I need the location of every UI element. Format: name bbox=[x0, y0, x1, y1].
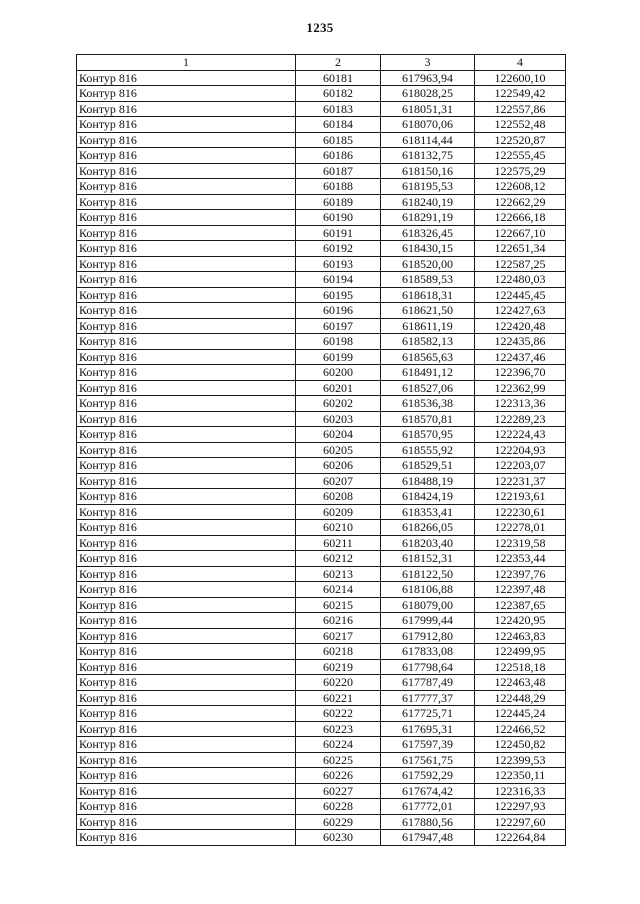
x-coordinate-cell: 618203,40 bbox=[381, 535, 475, 551]
y-coordinate-cell: 122231,37 bbox=[475, 473, 566, 489]
y-coordinate-cell: 122480,03 bbox=[475, 272, 566, 288]
table-row bbox=[77, 194, 566, 210]
x-coordinate-cell: 617561,75 bbox=[381, 752, 475, 768]
x-coordinate-cell: 618582,13 bbox=[381, 334, 475, 350]
point-number-cell: 60192 bbox=[296, 241, 381, 257]
point-number-cell: 60215 bbox=[296, 597, 381, 613]
table-row bbox=[77, 86, 566, 102]
contour-name-cell: Контур 816 bbox=[77, 86, 296, 102]
table-row bbox=[77, 132, 566, 148]
contour-name-cell: Контур 816 bbox=[77, 427, 296, 443]
y-coordinate-cell: 122297,60 bbox=[475, 814, 566, 830]
table-row bbox=[77, 737, 566, 753]
contour-name-cell: Контур 816 bbox=[77, 70, 296, 86]
contour-name-cell: Контур 816 bbox=[77, 225, 296, 241]
point-number-cell: 60229 bbox=[296, 814, 381, 830]
y-coordinate-cell: 122552,48 bbox=[475, 117, 566, 133]
table-row bbox=[77, 241, 566, 257]
point-number-cell: 60189 bbox=[296, 194, 381, 210]
x-coordinate-cell: 618240,19 bbox=[381, 194, 475, 210]
contour-name-cell: Контур 816 bbox=[77, 179, 296, 195]
x-coordinate-cell: 618488,19 bbox=[381, 473, 475, 489]
table-row bbox=[77, 504, 566, 520]
y-coordinate-cell: 122264,84 bbox=[475, 830, 566, 846]
x-coordinate-cell: 617695,31 bbox=[381, 721, 475, 737]
x-coordinate-cell: 618150,16 bbox=[381, 163, 475, 179]
y-coordinate-cell: 122499,95 bbox=[475, 644, 566, 660]
contour-name-cell: Контур 816 bbox=[77, 644, 296, 660]
table-row bbox=[77, 427, 566, 443]
x-coordinate-cell: 618353,41 bbox=[381, 504, 475, 520]
table-row bbox=[77, 473, 566, 489]
point-number-cell: 60183 bbox=[296, 101, 381, 117]
table-row bbox=[77, 628, 566, 644]
x-coordinate-cell: 617772,01 bbox=[381, 799, 475, 815]
y-coordinate-cell: 122397,76 bbox=[475, 566, 566, 582]
contour-name-cell: Контур 816 bbox=[77, 768, 296, 784]
contour-name-cell: Контур 816 bbox=[77, 814, 296, 830]
table-row bbox=[77, 489, 566, 505]
point-number-cell: 60198 bbox=[296, 334, 381, 350]
y-coordinate-cell: 122193,61 bbox=[475, 489, 566, 505]
y-coordinate-cell: 122204,93 bbox=[475, 442, 566, 458]
x-coordinate-cell: 618051,31 bbox=[381, 101, 475, 117]
x-coordinate-cell: 617912,80 bbox=[381, 628, 475, 644]
y-coordinate-cell: 122651,34 bbox=[475, 241, 566, 257]
table-row bbox=[77, 566, 566, 582]
x-coordinate-cell: 618621,50 bbox=[381, 303, 475, 319]
y-coordinate-cell: 122466,52 bbox=[475, 721, 566, 737]
table-row bbox=[77, 411, 566, 427]
x-coordinate-cell: 618570,95 bbox=[381, 427, 475, 443]
point-number-cell: 60216 bbox=[296, 613, 381, 629]
contour-name-cell: Контур 816 bbox=[77, 396, 296, 412]
x-coordinate-cell: 618106,88 bbox=[381, 582, 475, 598]
contour-name-cell: Контур 816 bbox=[77, 365, 296, 381]
contour-name-cell: Контур 816 bbox=[77, 706, 296, 722]
x-coordinate-cell: 618152,31 bbox=[381, 551, 475, 567]
point-number-cell: 60209 bbox=[296, 504, 381, 520]
point-number-cell: 60202 bbox=[296, 396, 381, 412]
y-coordinate-cell: 122230,61 bbox=[475, 504, 566, 520]
table-row bbox=[77, 101, 566, 117]
point-number-cell: 60225 bbox=[296, 752, 381, 768]
contour-name-cell: Контур 816 bbox=[77, 272, 296, 288]
table-row bbox=[77, 225, 566, 241]
point-number-cell: 60211 bbox=[296, 535, 381, 551]
y-coordinate-cell: 122350,11 bbox=[475, 768, 566, 784]
point-number-cell: 60224 bbox=[296, 737, 381, 753]
contour-name-cell: Контур 816 bbox=[77, 442, 296, 458]
y-coordinate-cell: 122463,83 bbox=[475, 628, 566, 644]
table-row bbox=[77, 256, 566, 272]
y-coordinate-cell: 122587,25 bbox=[475, 256, 566, 272]
contour-name-cell: Контур 816 bbox=[77, 256, 296, 272]
table-row bbox=[77, 520, 566, 536]
table-row bbox=[77, 597, 566, 613]
y-coordinate-cell: 122427,63 bbox=[475, 303, 566, 319]
point-number-cell: 60199 bbox=[296, 349, 381, 365]
contour-name-cell: Контур 816 bbox=[77, 349, 296, 365]
y-coordinate-cell: 122297,93 bbox=[475, 799, 566, 815]
point-number-cell: 60181 bbox=[296, 70, 381, 86]
y-coordinate-cell: 122445,45 bbox=[475, 287, 566, 303]
table-row bbox=[77, 287, 566, 303]
x-coordinate-cell: 618611,19 bbox=[381, 318, 475, 334]
point-number-cell: 60218 bbox=[296, 644, 381, 660]
x-coordinate-cell: 617787,49 bbox=[381, 675, 475, 691]
x-coordinate-cell: 617592,29 bbox=[381, 768, 475, 784]
contour-name-cell: Контур 816 bbox=[77, 380, 296, 396]
contour-name-cell: Контур 816 bbox=[77, 318, 296, 334]
x-coordinate-cell: 617777,37 bbox=[381, 690, 475, 706]
x-coordinate-cell: 617674,42 bbox=[381, 783, 475, 799]
point-number-cell: 60193 bbox=[296, 256, 381, 272]
y-coordinate-cell: 122387,65 bbox=[475, 597, 566, 613]
contour-name-cell: Контур 816 bbox=[77, 520, 296, 536]
contour-name-cell: Контур 816 bbox=[77, 597, 296, 613]
contour-name-cell: Контур 816 bbox=[77, 628, 296, 644]
point-number-cell: 60213 bbox=[296, 566, 381, 582]
x-coordinate-cell: 617999,44 bbox=[381, 613, 475, 629]
x-coordinate-cell: 618195,53 bbox=[381, 179, 475, 195]
contour-name-cell: Контур 816 bbox=[77, 737, 296, 753]
point-number-cell: 60220 bbox=[296, 675, 381, 691]
point-number-cell: 60188 bbox=[296, 179, 381, 195]
contour-name-cell: Контур 816 bbox=[77, 132, 296, 148]
contour-name-cell: Контур 816 bbox=[77, 783, 296, 799]
x-coordinate-cell: 617725,71 bbox=[381, 706, 475, 722]
point-number-cell: 60190 bbox=[296, 210, 381, 226]
y-coordinate-cell: 122313,36 bbox=[475, 396, 566, 412]
table-row bbox=[77, 706, 566, 722]
y-coordinate-cell: 122278,01 bbox=[475, 520, 566, 536]
y-coordinate-cell: 122289,23 bbox=[475, 411, 566, 427]
y-coordinate-cell: 122445,24 bbox=[475, 706, 566, 722]
x-coordinate-cell: 618430,15 bbox=[381, 241, 475, 257]
table-row bbox=[77, 768, 566, 784]
point-number-cell: 60195 bbox=[296, 287, 381, 303]
y-coordinate-cell: 122396,70 bbox=[475, 365, 566, 381]
table-row bbox=[77, 721, 566, 737]
contour-name-cell: Контур 816 bbox=[77, 241, 296, 257]
table-row bbox=[77, 659, 566, 675]
contour-name-cell: Контур 816 bbox=[77, 551, 296, 567]
contour-name-cell: Контур 816 bbox=[77, 148, 296, 164]
x-coordinate-cell: 618266,05 bbox=[381, 520, 475, 536]
table-row bbox=[77, 349, 566, 365]
x-coordinate-cell: 618527,06 bbox=[381, 380, 475, 396]
table-row bbox=[77, 752, 566, 768]
table-row bbox=[77, 783, 566, 799]
contour-name-cell: Контур 816 bbox=[77, 504, 296, 520]
column-header-4: 4 bbox=[475, 55, 566, 71]
y-coordinate-cell: 122463,48 bbox=[475, 675, 566, 691]
point-number-cell: 60191 bbox=[296, 225, 381, 241]
y-coordinate-cell: 122420,95 bbox=[475, 613, 566, 629]
contour-name-cell: Контур 816 bbox=[77, 473, 296, 489]
contour-name-cell: Контур 816 bbox=[77, 690, 296, 706]
contour-name-cell: Контур 816 bbox=[77, 830, 296, 846]
table-row bbox=[77, 644, 566, 660]
point-number-cell: 60210 bbox=[296, 520, 381, 536]
table-row bbox=[77, 318, 566, 334]
point-number-cell: 60206 bbox=[296, 458, 381, 474]
contour-name-cell: Контур 816 bbox=[77, 194, 296, 210]
y-coordinate-cell: 122319,58 bbox=[475, 535, 566, 551]
x-coordinate-cell: 617597,39 bbox=[381, 737, 475, 753]
y-coordinate-cell: 122399,53 bbox=[475, 752, 566, 768]
contour-name-cell: Контур 816 bbox=[77, 582, 296, 598]
point-number-cell: 60200 bbox=[296, 365, 381, 381]
point-number-cell: 60227 bbox=[296, 783, 381, 799]
contour-name-cell: Контур 816 bbox=[77, 535, 296, 551]
point-number-cell: 60230 bbox=[296, 830, 381, 846]
table-row bbox=[77, 380, 566, 396]
table-row bbox=[77, 814, 566, 830]
table-row bbox=[77, 70, 566, 86]
table-row bbox=[77, 117, 566, 133]
contour-name-cell: Контур 816 bbox=[77, 334, 296, 350]
x-coordinate-cell: 618536,38 bbox=[381, 396, 475, 412]
point-number-cell: 60223 bbox=[296, 721, 381, 737]
point-number-cell: 60221 bbox=[296, 690, 381, 706]
y-coordinate-cell: 122224,43 bbox=[475, 427, 566, 443]
point-number-cell: 60219 bbox=[296, 659, 381, 675]
point-number-cell: 60184 bbox=[296, 117, 381, 133]
table-row bbox=[77, 799, 566, 815]
x-coordinate-cell: 617833,08 bbox=[381, 644, 475, 660]
point-number-cell: 60186 bbox=[296, 148, 381, 164]
x-coordinate-cell: 618491,12 bbox=[381, 365, 475, 381]
y-coordinate-cell: 122437,46 bbox=[475, 349, 566, 365]
table-row bbox=[77, 365, 566, 381]
y-coordinate-cell: 122555,45 bbox=[475, 148, 566, 164]
x-coordinate-cell: 618070,06 bbox=[381, 117, 475, 133]
y-coordinate-cell: 122450,82 bbox=[475, 737, 566, 753]
y-coordinate-cell: 122557,86 bbox=[475, 101, 566, 117]
y-coordinate-cell: 122448,29 bbox=[475, 690, 566, 706]
table-row bbox=[77, 210, 566, 226]
x-coordinate-cell: 617880,56 bbox=[381, 814, 475, 830]
y-coordinate-cell: 122608,12 bbox=[475, 179, 566, 195]
column-header-3: 3 bbox=[381, 55, 475, 71]
contour-name-cell: Контур 816 bbox=[77, 163, 296, 179]
x-coordinate-cell: 617947,48 bbox=[381, 830, 475, 846]
x-coordinate-cell: 618028,25 bbox=[381, 86, 475, 102]
y-coordinate-cell: 122520,87 bbox=[475, 132, 566, 148]
table-row bbox=[77, 613, 566, 629]
y-coordinate-cell: 122518,18 bbox=[475, 659, 566, 675]
column-header-1: 1 bbox=[77, 55, 296, 71]
page-number: 1235 bbox=[306, 20, 334, 35]
table-row bbox=[77, 535, 566, 551]
y-coordinate-cell: 122420,48 bbox=[475, 318, 566, 334]
x-coordinate-cell: 617798,64 bbox=[381, 659, 475, 675]
point-number-cell: 60207 bbox=[296, 473, 381, 489]
x-coordinate-cell: 618520,00 bbox=[381, 256, 475, 272]
x-coordinate-cell: 618291,19 bbox=[381, 210, 475, 226]
x-coordinate-cell: 618589,53 bbox=[381, 272, 475, 288]
point-number-cell: 60217 bbox=[296, 628, 381, 644]
x-coordinate-cell: 618555,92 bbox=[381, 442, 475, 458]
table-row bbox=[77, 458, 566, 474]
y-coordinate-cell: 122575,29 bbox=[475, 163, 566, 179]
point-number-cell: 60194 bbox=[296, 272, 381, 288]
point-number-cell: 60208 bbox=[296, 489, 381, 505]
table-row bbox=[77, 179, 566, 195]
point-number-cell: 60226 bbox=[296, 768, 381, 784]
table-row bbox=[77, 442, 566, 458]
contour-name-cell: Контур 816 bbox=[77, 566, 296, 582]
y-coordinate-cell: 122666,18 bbox=[475, 210, 566, 226]
table-row bbox=[77, 582, 566, 598]
table-row bbox=[77, 303, 566, 319]
contour-name-cell: Контур 816 bbox=[77, 489, 296, 505]
contour-name-cell: Контур 816 bbox=[77, 613, 296, 629]
x-coordinate-cell: 618079,00 bbox=[381, 597, 475, 613]
point-number-cell: 60187 bbox=[296, 163, 381, 179]
table-row bbox=[77, 830, 566, 846]
contour-name-cell: Контур 816 bbox=[77, 117, 296, 133]
x-coordinate-cell: 618424,19 bbox=[381, 489, 475, 505]
x-coordinate-cell: 618132,75 bbox=[381, 148, 475, 164]
point-number-cell: 60203 bbox=[296, 411, 381, 427]
point-number-cell: 60228 bbox=[296, 799, 381, 815]
contour-name-cell: Контур 816 bbox=[77, 411, 296, 427]
x-coordinate-cell: 618122,50 bbox=[381, 566, 475, 582]
y-coordinate-cell: 122662,29 bbox=[475, 194, 566, 210]
table-row bbox=[77, 163, 566, 179]
contour-name-cell: Контур 816 bbox=[77, 799, 296, 815]
table-row bbox=[77, 551, 566, 567]
point-number-cell: 60204 bbox=[296, 427, 381, 443]
y-coordinate-cell: 122353,44 bbox=[475, 551, 566, 567]
table-row bbox=[77, 675, 566, 691]
point-number-cell: 60182 bbox=[296, 86, 381, 102]
contour-name-cell: Контур 816 bbox=[77, 721, 296, 737]
y-coordinate-cell: 122203,07 bbox=[475, 458, 566, 474]
contour-name-cell: Контур 816 bbox=[77, 659, 296, 675]
column-header-2: 2 bbox=[296, 55, 381, 71]
x-coordinate-cell: 618326,45 bbox=[381, 225, 475, 241]
table-row bbox=[77, 148, 566, 164]
x-coordinate-cell: 618618,31 bbox=[381, 287, 475, 303]
x-coordinate-cell: 618529,51 bbox=[381, 458, 475, 474]
point-number-cell: 60214 bbox=[296, 582, 381, 598]
point-number-cell: 60212 bbox=[296, 551, 381, 567]
y-coordinate-cell: 122362,99 bbox=[475, 380, 566, 396]
point-number-cell: 60197 bbox=[296, 318, 381, 334]
x-coordinate-cell: 618114,44 bbox=[381, 132, 475, 148]
y-coordinate-cell: 122549,42 bbox=[475, 86, 566, 102]
y-coordinate-cell: 122397,48 bbox=[475, 582, 566, 598]
point-number-cell: 60222 bbox=[296, 706, 381, 722]
table-row bbox=[77, 272, 566, 288]
table-row bbox=[77, 396, 566, 412]
contour-name-cell: Контур 816 bbox=[77, 210, 296, 226]
x-coordinate-cell: 617963,94 bbox=[381, 70, 475, 86]
contour-name-cell: Контур 816 bbox=[77, 675, 296, 691]
point-number-cell: 60205 bbox=[296, 442, 381, 458]
point-number-cell: 60201 bbox=[296, 380, 381, 396]
contour-name-cell: Контур 816 bbox=[77, 752, 296, 768]
table-header-row bbox=[77, 55, 566, 71]
y-coordinate-cell: 122667,10 bbox=[475, 225, 566, 241]
x-coordinate-cell: 618565,63 bbox=[381, 349, 475, 365]
contour-name-cell: Контур 816 bbox=[77, 458, 296, 474]
point-number-cell: 60196 bbox=[296, 303, 381, 319]
y-coordinate-cell: 122316,33 bbox=[475, 783, 566, 799]
contour-name-cell: Контур 816 bbox=[77, 101, 296, 117]
coordinates-table bbox=[76, 54, 566, 846]
table-row bbox=[77, 334, 566, 350]
table-row bbox=[77, 690, 566, 706]
contour-name-cell: Контур 816 bbox=[77, 303, 296, 319]
y-coordinate-cell: 122600,10 bbox=[475, 70, 566, 86]
point-number-cell: 60185 bbox=[296, 132, 381, 148]
contour-name-cell: Контур 816 bbox=[77, 287, 296, 303]
table-body bbox=[77, 70, 566, 845]
y-coordinate-cell: 122435,86 bbox=[475, 334, 566, 350]
x-coordinate-cell: 618570,81 bbox=[381, 411, 475, 427]
